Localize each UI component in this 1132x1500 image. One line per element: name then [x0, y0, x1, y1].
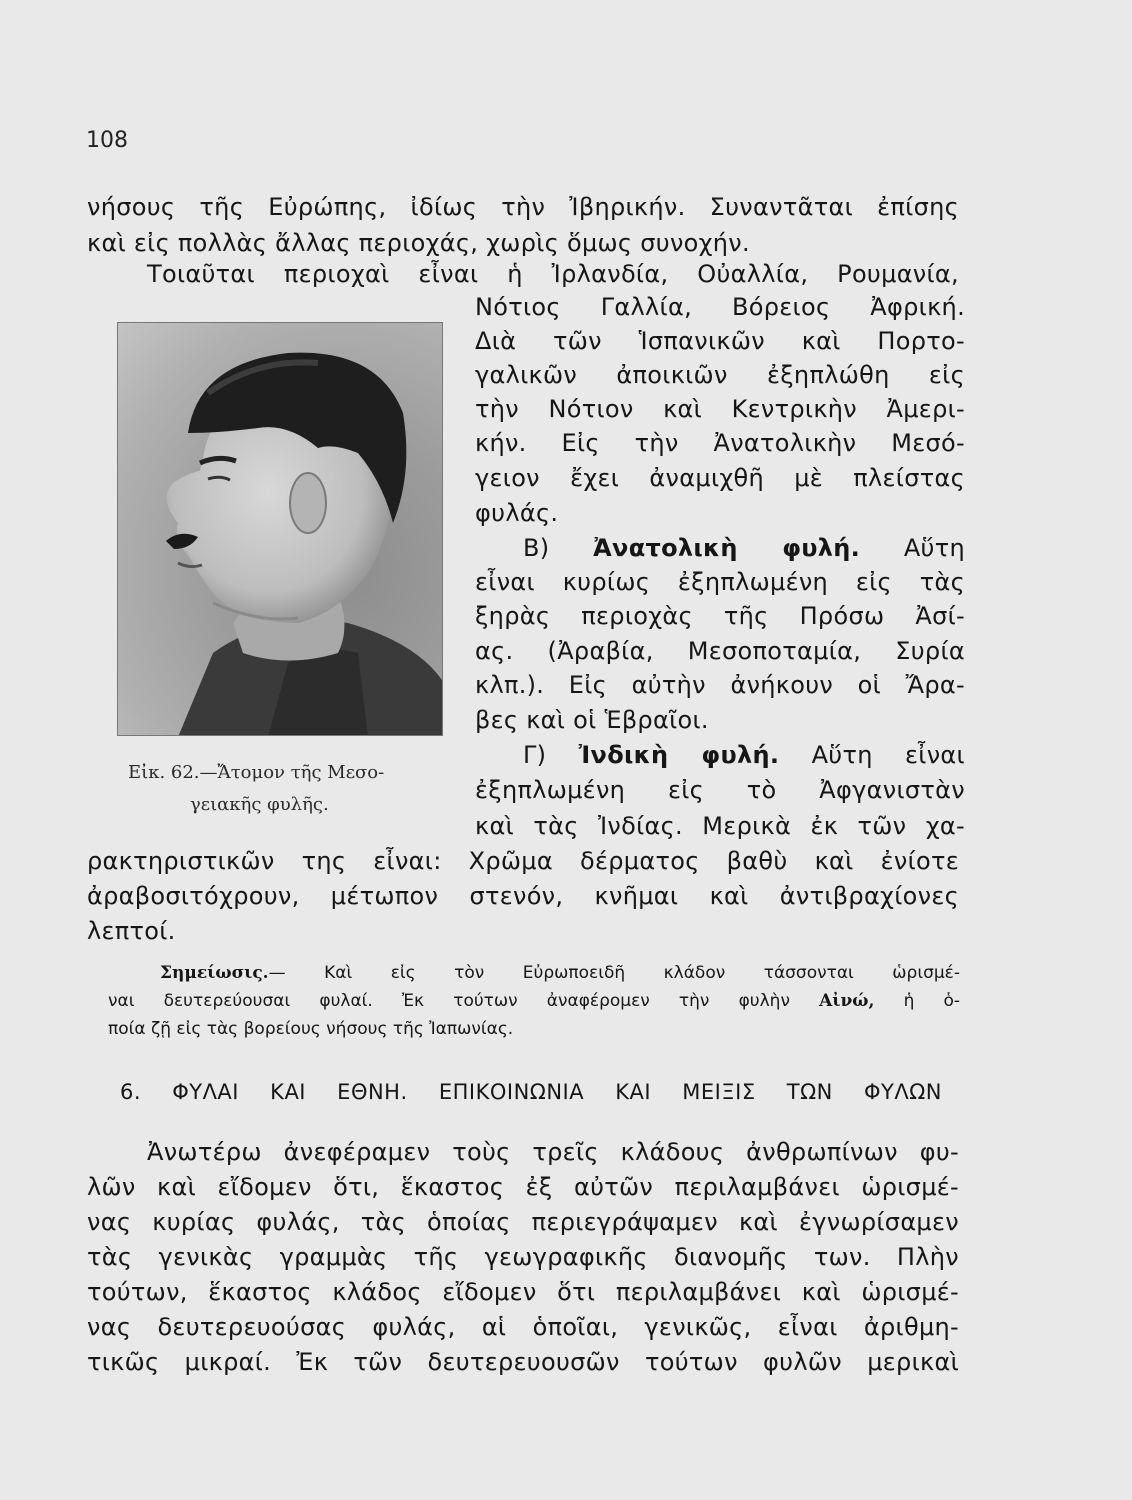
- text-line: ας. (Ἀραβία, Μεσοποταμία, Συρία: [475, 637, 965, 665]
- text-line: Διὰ τῶν Ἱσπανικῶν καὶ Πορτο-: [475, 327, 965, 355]
- section-heading: 6. ΦΥΛΑΙ ΚΑΙ ΕΘΝΗ. ΕΠΙΚΟΙΝΩΝΙΑ ΚΑΙ ΜΕΙΞΙΣ ΤΩΝ ΦΥΛΩΝ: [120, 1080, 942, 1104]
- text-fragment: Αὕτη: [903, 534, 965, 562]
- text-line: ξηρὰς περιοχὰς τῆς Πρόσω Ἀσί-: [475, 602, 965, 630]
- text-line: Νότιος Γαλλία, Βόρειος Ἀφρική.: [475, 293, 965, 321]
- text-line: καὶ τὰς Ἰνδίας. Μερικὰ ἐκ τῶν χα-: [475, 812, 965, 840]
- text-line: καὶ εἰς πολλὰς ἄλλας περιοχάς, χωρὶς ὅμως συνοχήν.: [87, 229, 750, 257]
- text-line: γαλικῶν ἀποικιῶν ἐξηπλώθη εἰς: [475, 361, 965, 389]
- figure-caption-line: Εἰκ. 62.—Ἄτομον τῆς Μεσο-: [128, 762, 385, 783]
- text-line: ἀραβοσιτόχρουν, μέτωπον στενόν, κνῆμαι καὶ ἀντιβραχίονες: [87, 882, 959, 910]
- figure-caption-line: γειακῆς φυλῆς.: [190, 794, 329, 815]
- text-line: Ἀνωτέρω ἀνεφέραμεν τοὺς τρεῖς κλάδους ἀνθρωπίνων φυ-: [147, 1138, 959, 1166]
- text-line: νας δευτερευούσας φυλάς, αἱ ὁποῖαι, γενικῶς, εἶναι ἀριθμη-: [87, 1313, 959, 1341]
- text-fragment: — Καὶ εἰς τὸν Εὐρωποειδῆ κλάδον τάσσονται ὡρισμέ-: [268, 963, 960, 983]
- text-line: βες καὶ οἱ Ἑβραῖοι.: [475, 706, 709, 734]
- text-line: τὴν Νότιον καὶ Κεντρικὴν Ἀμερι-: [475, 395, 965, 423]
- text-line: τικῶς μικραί. Ἐκ τῶν δευτερευουσῶν τούτων φυλῶν μερικαὶ: [87, 1348, 959, 1376]
- section-letter: Γ): [523, 741, 547, 769]
- text-line: νήσους τῆς Εὐρώπης, ἰδίως τὴν Ἰβηρικήν. Συναντᾶται ἐπίσης: [87, 193, 959, 221]
- page-number: 108: [86, 128, 128, 153]
- text-line: τούτων, ἕκαστος κλάδος εἴδομεν ὅτι περιλαμβάνει καὶ ὡρισμέ-: [87, 1278, 959, 1306]
- text-line: εἶναι κυρίως ἐξηπλωμένη εἰς τὰς: [475, 568, 965, 596]
- note-label: Σημείωσις.: [160, 963, 269, 983]
- text-line: ἐξηπλωμένη εἰς τὸ Ἀφγανιστὰν: [475, 776, 965, 804]
- text-line: λεπτοί.: [87, 917, 176, 945]
- text-line: τὰς γενικὰς γραμμὰς τῆς γεωγραφικῆς διανομῆς των. Πλὴν: [87, 1243, 959, 1271]
- text-line: λῶν καὶ εἴδομεν ὅτι, ἕκαστος ἐξ αὐτῶν περιλαμβάνει ὡρισμέ-: [87, 1173, 959, 1201]
- text-line: κήν. Εἰς τὴν Ἀνατολικὴν Μεσό-: [475, 429, 965, 457]
- section-title: Ἰνδικὴ φυλή.: [578, 741, 780, 769]
- text-line: κλπ.). Εἰς αὐτὴν ἀνήκουν οἱ Ἄρα-: [475, 671, 965, 699]
- text-line: γειον ἔχει ἀναμιχθῆ μὲ πλείστας: [475, 464, 965, 492]
- note-line: ποία ζῇ εἰς τὰς βορείους νήσους τῆς Ἰαπωνίας.: [108, 1019, 514, 1039]
- section-title: Ἀνατολικὴ φυλή.: [593, 534, 861, 562]
- section-letter: Β): [523, 534, 550, 562]
- text-line: νας κυρίας φυλάς, τὰς ὁποίας περιεγράψαμεν καὶ ἐγνωρίσαμεν: [87, 1208, 959, 1236]
- note-line: [108, 988, 960, 1014]
- text-fragment: ἡ ὁ-: [903, 991, 961, 1011]
- note-emphasis: Αἰνώ,: [819, 991, 875, 1011]
- profile-portrait-image: [118, 323, 443, 736]
- portrait-photo: [117, 322, 443, 736]
- section-g-heading-line: [475, 740, 965, 770]
- text-fragment: Αὕτη εἶναι: [811, 741, 965, 769]
- text-fragment: ναι δευτερεύουσαι φυλαί. Ἐκ τούτων ἀναφέρομεν τὴν φυλὴν: [108, 991, 790, 1011]
- text-line: ρακτηριστικῶν της εἶναι: Χρῶμα δέρματος βαθὺ καὶ ἐνίοτε: [87, 847, 959, 875]
- text-line: φυλάς.: [475, 499, 559, 527]
- section-b-heading-line: [475, 533, 965, 563]
- text-line: Τοιαῦται περιοχαὶ εἶναι ἡ Ἰρλανδία, Οὐαλλία, Ρουμανία,: [147, 260, 959, 288]
- note-line: [160, 960, 960, 986]
